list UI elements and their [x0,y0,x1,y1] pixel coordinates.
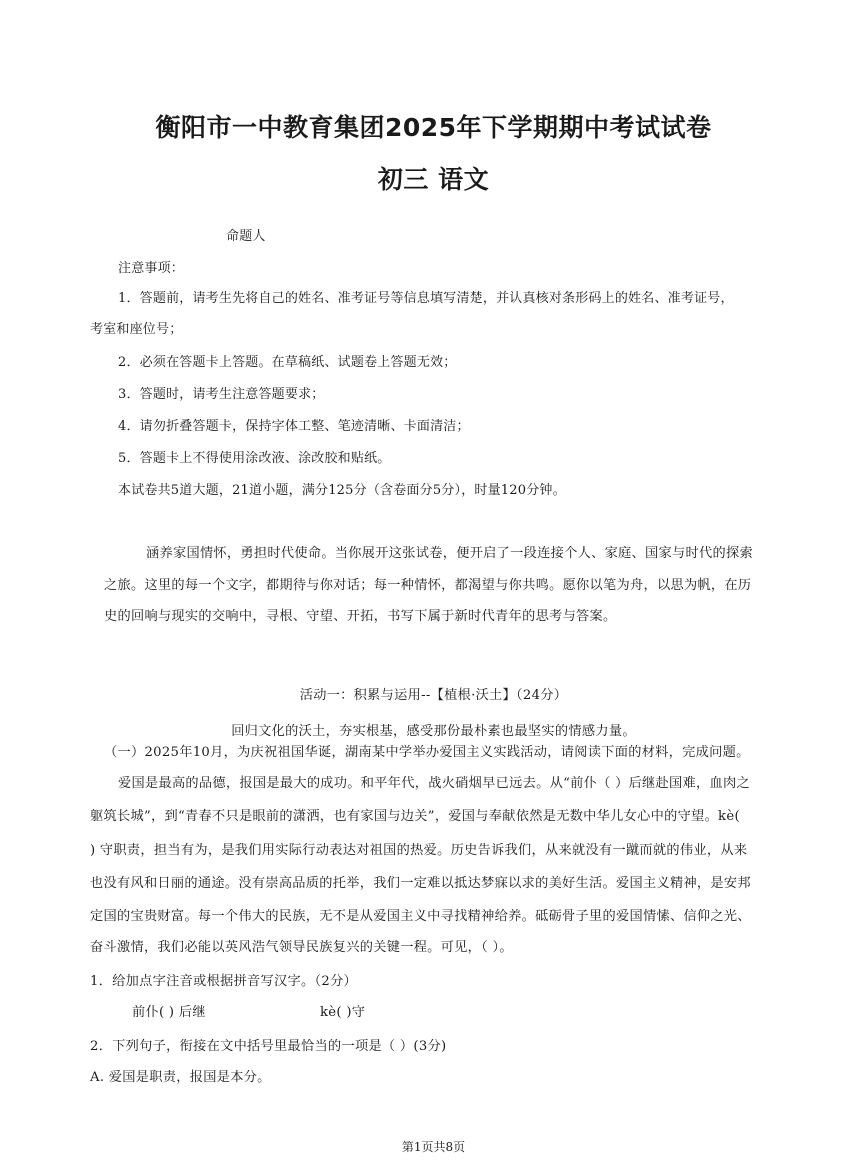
author-line: 命题人 [226,229,266,244]
notice-item: 5．答题卡上不得使用涂改液、涂改胶和贴纸。 [118,451,391,466]
page-number: 第1页共8页 [401,1140,466,1154]
activity-tagline: 回归文化的沃土，夯实根基，感受那份最朴素也最坚实的情感力量。 [231,724,636,739]
intro-line: 史的回响与现实的交响中，寻根、守望、开拓，书写下属于新时代青年的思考与答案。 [104,609,617,624]
passage-line: 也没有风和日丽的通途。没有崇高品质的托举，我们一定难以抵达梦寐以求的美好生活。爱国主义精神，是安邦 [90,876,751,891]
question-1-blank-b: kè( )守 [320,1005,366,1020]
notice-item: 1．答题前，请考生先将自己的姓名、准考证号等信息填写清楚，并认真核对条形码上的姓名、准考证号， [118,291,734,306]
section-intro: （一）2025年10月，为庆祝祖国华诞，湖南某中学举办爱国主义实践活动，请阅读下面的材料，完成问题。 [104,745,750,760]
intro-line: 之旅。这里的每一个文字，都期待与你对话；每一种情怀，都渴望与你共鸣。愿你以笔为舟，以思为帆，在历 [104,578,752,593]
question-1-stem: 1．给加点字注音或根据拼音写汉字。（2分） [90,974,358,989]
question-2-stem: 2．下列句子，衔接在文中括号里最恰当的一项是（ ）(3分) [90,1039,447,1054]
notice-heading: 注意事项： [118,261,185,276]
passage-line: 定国的宝贵财富。每一个伟大的民族，无不是从爱国主义中寻找精神给养。砥砺骨子里的爱国情愫、信仰之光、 [90,909,751,924]
exam-title: 衡阳市一中教育集团2025年下学期期中考试试卷 [155,113,712,142]
question-2-option-a: A. 爱国是职责，报国是本分。 [90,1070,271,1085]
notice-summary: 本试卷共5道大题，21道小题，满分125分（含卷面分5分），时量120分钟。 [118,483,566,498]
intro-line: 涵养家国情怀，勇担时代使命。当你展开这张试卷，便开启了一段连接个人、家庭、国家与时代的探索 [146,546,753,561]
passage-line: ) 守职责，担当有为，是我们用实际行动表达对祖国的热爱。历史告诉我们，从来就没有一蹴而就的伟业，从来 [90,843,748,858]
activity-heading: 活动一：积累与运用--【植根·沃土】（24分） [299,688,568,703]
exam-subtitle: 初三 语文 [377,165,490,194]
notice-item: 3．答题时，请考生注意答题要求； [118,387,325,402]
passage-line: 躯筑长城”，到“青春不只是眼前的潇洒，也有家国与边关”，爱国与奉献依然是无数中华儿女心中的守望。kè( [90,809,740,824]
passage-line: 爱国是最高的品德，报国是最大的成功。和平年代，战火硝烟早已远去。从“前仆（ ）后继赴国难，血肉之 [118,776,750,791]
notice-item: 4．请勿折叠答题卡，保持字体工整、笔迹清晰、卡面清洁； [118,419,470,434]
passage-line: 奋斗激情，我们必能以英风浩气领导民族复兴的关键一程。可见，（ ）。 [90,940,513,955]
notice-item: 2．必须在答题卡上答题。在草稿纸、试题卷上答题无效； [118,355,457,370]
question-1-blank-a: 前仆( ) 后继 [132,1005,206,1020]
notice-item: 考室和座位号； [90,322,183,337]
